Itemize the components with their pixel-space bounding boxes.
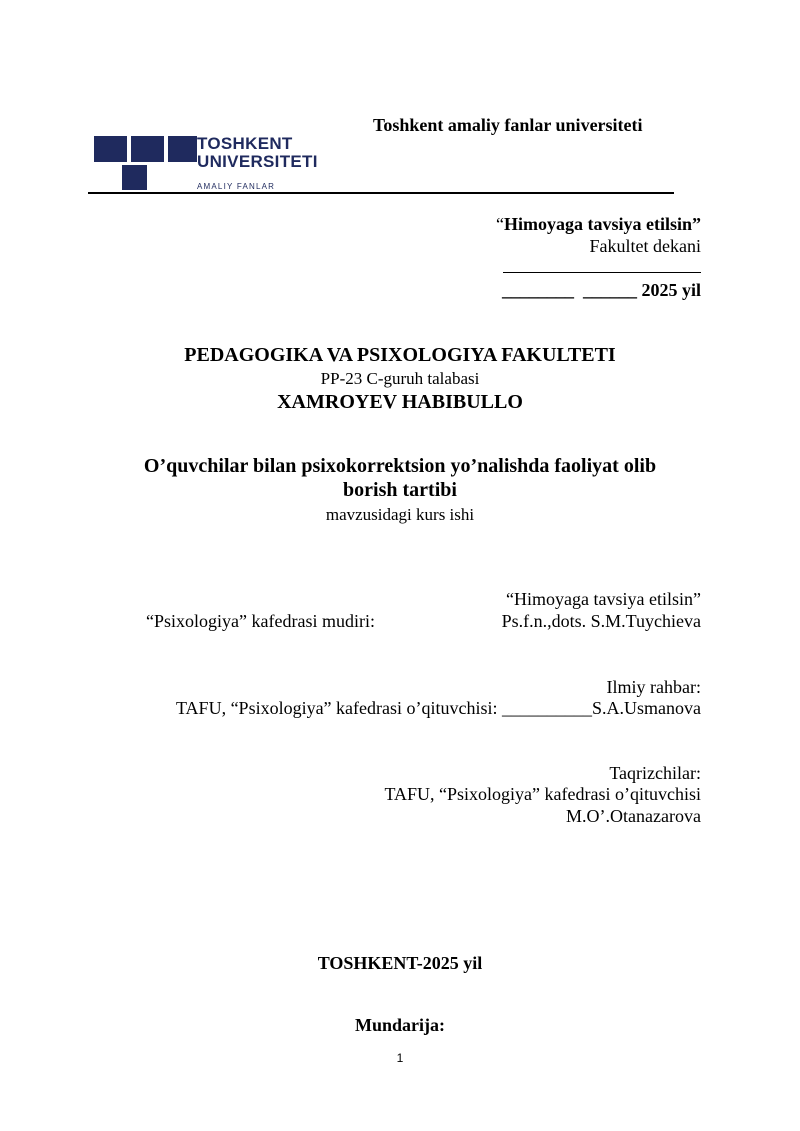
department-recommend: “Himoyaga tavsiya etilsin” <box>506 589 701 609</box>
header-divider <box>88 192 674 194</box>
department-head-name: Ps.f.n.,dots. S.M.Tuychieva <box>501 611 701 631</box>
reviewer-name: M.O’.Otanazarova <box>566 806 701 826</box>
logo-text-line1: TOSHKENT <box>197 134 293 153</box>
approval-role: Fakultet dekani <box>589 236 701 256</box>
contents-heading: Mundarija: <box>355 1015 445 1035</box>
logo-text-line2: UNIVERSITETI <box>197 152 318 171</box>
topic-subtitle: mavzusidagi kurs ishi <box>325 505 475 524</box>
page-number: 1 <box>396 1051 404 1065</box>
university-logo <box>93 134 333 194</box>
faculty-title: PEDAGOGIKA VA PSIXOLOGIYA FAKULTETI <box>184 344 616 366</box>
approval-title: “Himoyaga tavsiya etilsin” <box>496 214 701 234</box>
approval-date: ________ ______ 2025 yil <box>501 280 701 300</box>
student-group: PP-23 C-guruh talabasi <box>320 369 480 388</box>
logo-text-line3: AMALIY FANLAR <box>197 182 276 191</box>
city-year: TOSHKENT-2025 yil <box>317 953 483 973</box>
university-name: Toshkent amaliy fanlar universiteti <box>373 115 643 135</box>
supervisor-line: TAFU, “Psixologiya” kafedrasi o’qituvchisi: __________S.A.Usmanova <box>176 698 701 718</box>
topic-line1: O’quvchilar bilan psixokorrektsion yo’nalishda faoliyat olib <box>143 455 657 477</box>
topic-line2: borish tartibi <box>343 479 457 501</box>
supervisor-label: Ilmiy rahbar: <box>606 677 701 697</box>
signature-line <box>503 272 701 273</box>
reviewers-label: Taqrizchilar: <box>609 763 701 783</box>
reviewer-position: TAFU, “Psixologiya” kafedrasi o’qituvchisi <box>384 784 701 804</box>
department-head-label: “Psixologiya” kafedrasi mudiri: <box>146 611 375 631</box>
student-name: XAMROYEV HABIBULLO <box>277 391 523 413</box>
